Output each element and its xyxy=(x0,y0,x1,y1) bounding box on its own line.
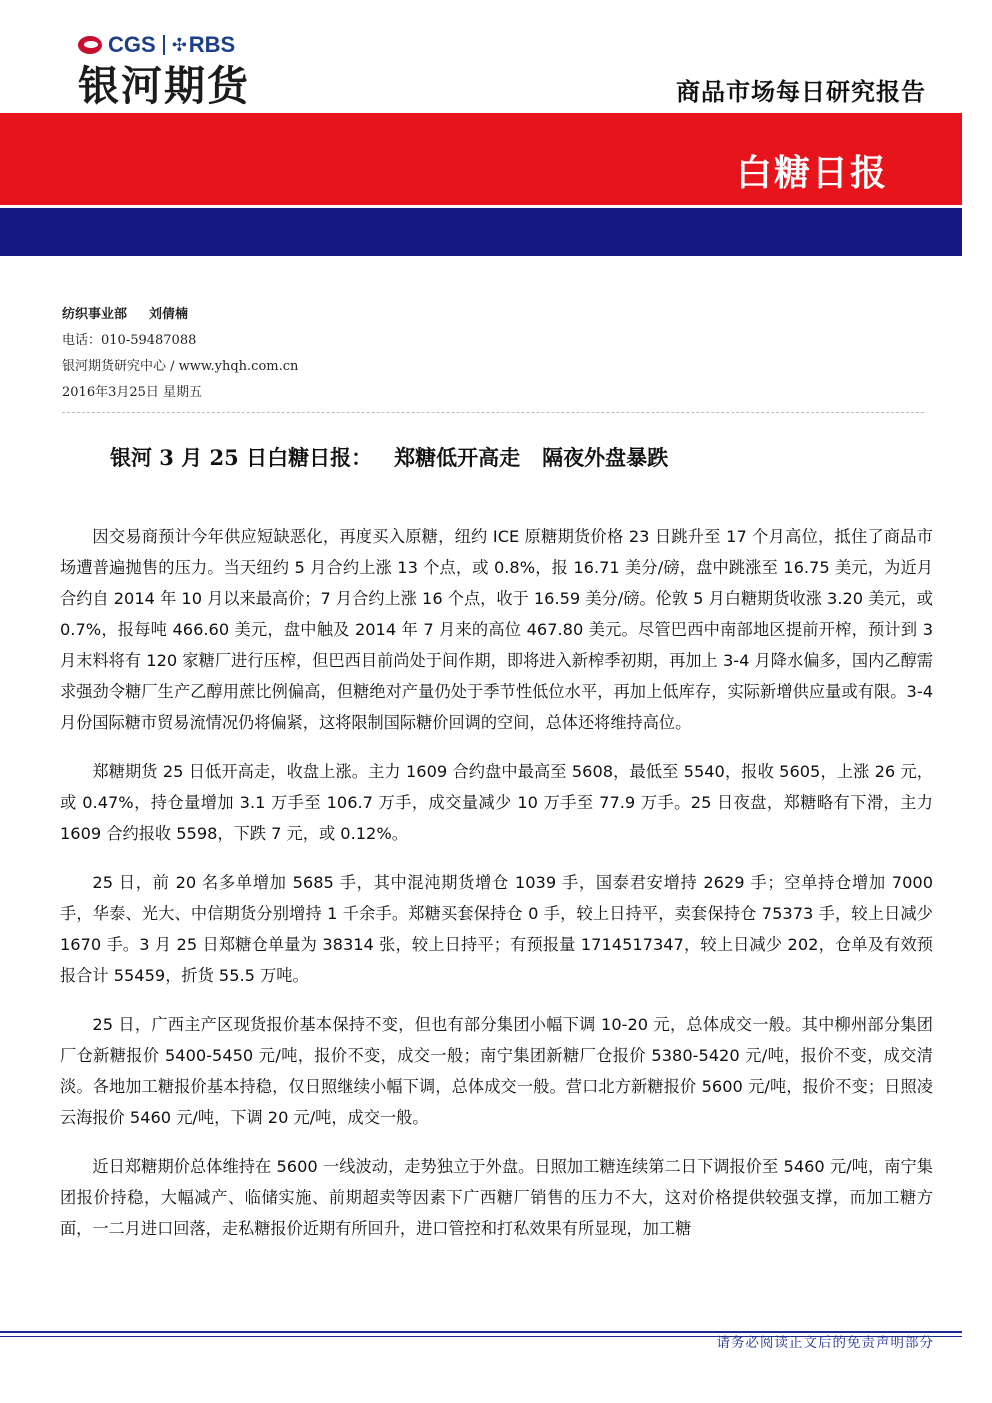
article-body xyxy=(60,521,933,1262)
paragraph-1: 因交易商预计今年供应短缺恶化，再度买入原糖，纽约 ICE 原糖期货价格 23 日跳升至 17 个月高位，抵住了商品市场遭普遍抛售的压力。当天纽约 5 月合约上涨 13 个点，或 0.8%，报 16.71 美分/磅，盘中跳涨至 16.75 美元，为近月合约自 2014 年 10 月以来最高价；7 月合约上涨 16 个点，收于 16.59 美分/磅。伦敦 5 月白糖期货收涨 3.20 美元，或 0.7%，报每吨 466.60 美元，盘中触及 2014 年 7 月来的高位 467.80 美元。尽管巴西中南部地区提前开榨，预计到 3 月末料将有 120 家糖厂进行压榨，但巴西目前尚处于间作期，即将进入新榨季初期，再加上 3-4 月降水偏多，国内乙醇需求强劲令糖厂生产乙醇用蔗比例偏高，但糖绝对产量仍处于季节性低位水平，再加上低库存，实际新增供应量或有限。3-4 月份国际糖市贸易流情况仍将偏紧，这将限制国际糖价回调的空间，总体还将维持高位。 xyxy=(60,527,933,732)
author-meta xyxy=(62,302,298,406)
report-type-title: 商品市场每日研究报告 xyxy=(676,78,926,106)
article-headline xyxy=(110,442,668,472)
cgs-logo-icon xyxy=(78,34,104,56)
headline-part-1: 银河 3 月 25 日白糖日报： xyxy=(110,445,373,470)
department: 纺织事业部 xyxy=(62,307,128,322)
header-band-blue xyxy=(0,208,962,256)
report-title: 白糖日报 xyxy=(735,153,888,194)
logo-top-row xyxy=(78,30,278,60)
author-line xyxy=(62,302,298,328)
meta-divider xyxy=(62,412,924,413)
author-name: 刘倩楠 xyxy=(149,307,189,322)
paragraph-2: 郑糖期货 25 日低开高走，收盘上涨。主力 1609 合约盘中最高至 5608，最低至 5540，报收 5605，上涨 26 元，或 0.47%，持仓量增加 3.1 万手至 106.7 万手，成交量减少 10 万手至 77.9 万手。25 日夜盘，郑糖略有下滑，主力 1609 合约报收 5598，下跌 7 元，或 0.12%。 xyxy=(60,762,933,843)
headline-part-3: 隔夜外盘暴跌 xyxy=(542,445,669,470)
company-logo xyxy=(78,30,278,110)
title-banner xyxy=(0,113,962,205)
logo-rbs-text: RBS xyxy=(188,32,236,57)
phone: 电话：010-59487088 xyxy=(62,333,197,348)
paragraph-4: 25 日，广西主产区现货报价基本保持不变，但也有部分集团小幅下调 10-20 元，总体成交一般。其中柳州部分集团厂仓新糖报价 5400-5450 元/吨，报价不变，成交一般；南宁集团新糖厂仓报价 5380-5420 元/吨，报价不变，成交清淡。各地加工糖报价基本持稳，仅日照继续小幅下调，总体成交一般。营口北方新糖报价 5600 元/吨，报价不变；日照凌云海报价 5460 元/吨，下调 20 元/吨，成交一般。 xyxy=(60,1015,933,1127)
disclaimer-note: 请务必阅读正文后的免责声明部分 xyxy=(716,1335,934,1351)
paragraph-3: 25 日，前 20 名多单增加 5685 手，其中混沌期货增仓 1039 手，国泰君安增持 2629 手；空单持仓增加 7000 手，华泰、光大、中信期货分别增持 1 千余手。郑糖买套保持仓 0 手，较上日持平，卖套保持仓 75373 手，较上日减少 1670 手。3 月 25 日郑糖仓单量为 38314 张，较上日持平；有预报量 1714517347，较上日减少 202，仓单及有效预报合计 55459，折货 55.5 万吨。 xyxy=(60,873,933,985)
logo-chinese-name: 银河期货 xyxy=(78,62,250,110)
report-date: 2016年3月25日 星期五 xyxy=(62,385,203,400)
rbs-logo-icon: ✣ xyxy=(171,34,187,56)
logo-divider xyxy=(163,35,165,55)
research-center: 银河期货研究中心 / www.yhqh.com.cn xyxy=(62,359,299,374)
logo-cgs-text: CGS xyxy=(108,32,156,57)
paragraph-5: 近日郑糖期价总体维持在 5600 一线波动，走势独立于外盘。日照加工糖连续第二日下调报价至 5460 元/吨，南宁集团报价持稳，大幅减产、临储实施、前期超卖等因素下广西糖厂销售的压力不大，这对价格提供较强支撑，而加工糖方面，一二月进口回落，走私糖报价近期有所回升，进口管控和打私效果有所显现，加工糖 xyxy=(60,1157,933,1238)
headline-part-2: 郑糖低开高走 xyxy=(394,445,521,470)
